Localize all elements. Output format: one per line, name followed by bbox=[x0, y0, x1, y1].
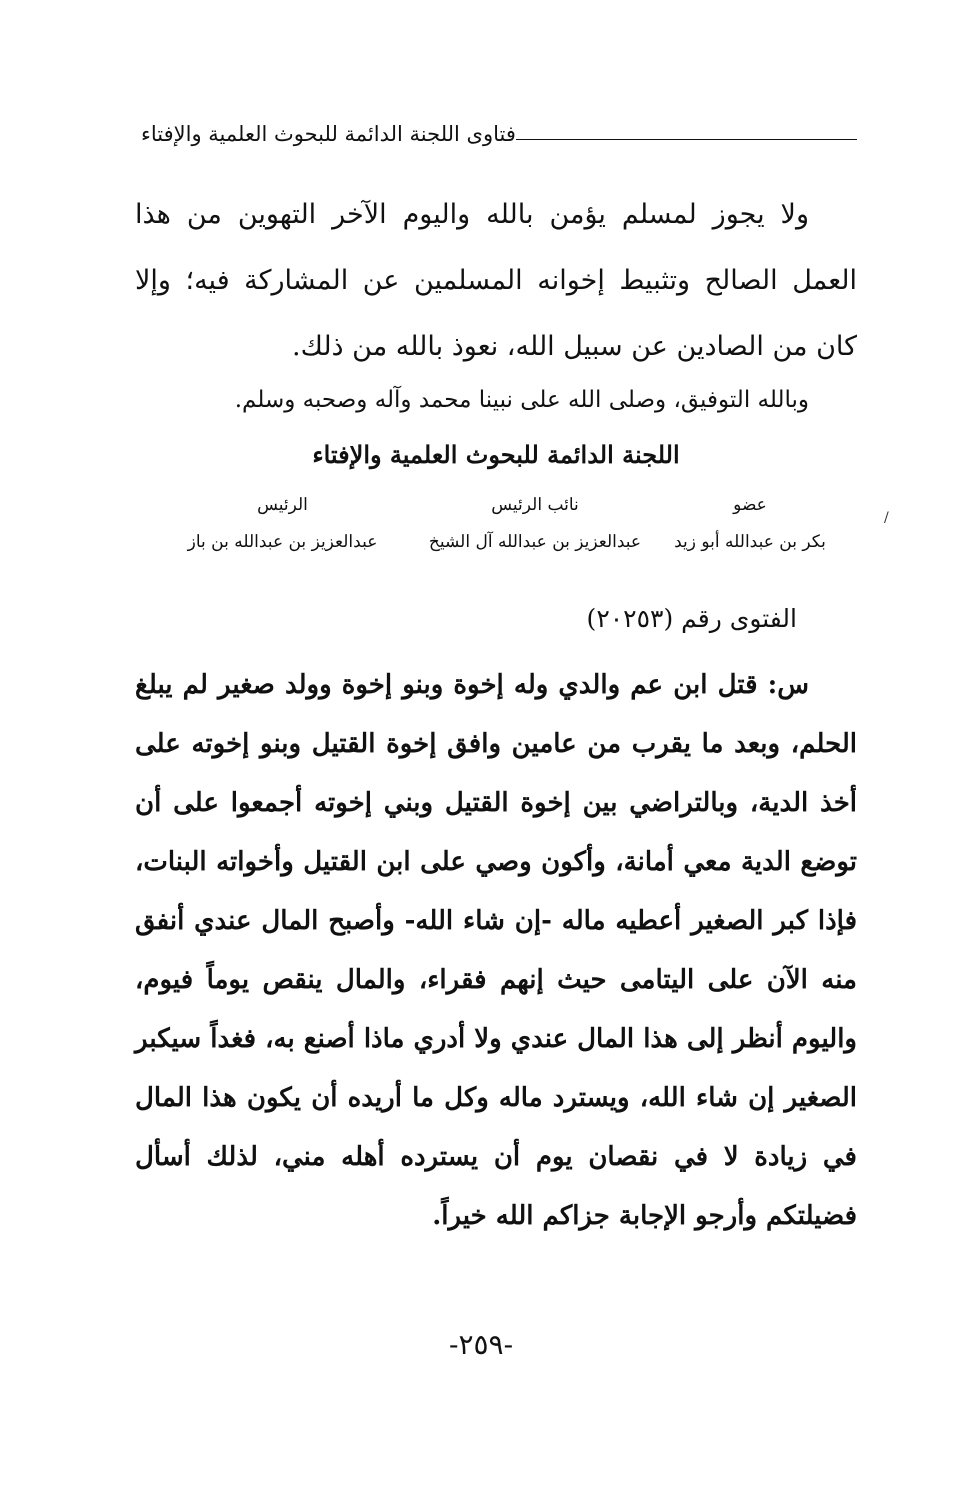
committee-name: اللجنة الدائمة للبحوث العلمية والإفتاء bbox=[312, 440, 680, 469]
page-number: -٢٥٩- bbox=[448, 1328, 514, 1361]
signatory-role: نائب الرئيس bbox=[491, 495, 579, 515]
signatory-vice-president bbox=[420, 488, 650, 562]
running-header-title: فتاوى اللجنة الدائمة للبحوث العلمية والإفتاء bbox=[141, 122, 516, 146]
signatory-member bbox=[655, 488, 845, 562]
signatory-role: الرئيس bbox=[257, 495, 308, 515]
signatory-role: عضو bbox=[733, 495, 767, 515]
running-header bbox=[135, 112, 857, 152]
blessing-paragraph: وبالله التوفيق، وصلى الله على نبينا محمد وآله وصحبه وسلم. bbox=[234, 387, 809, 413]
signatory-name: بكر بن عبدالله أبو زيد bbox=[674, 532, 826, 552]
stray-mark: / bbox=[884, 510, 889, 526]
signature-block bbox=[165, 488, 845, 578]
header-rule bbox=[516, 139, 857, 140]
question-paragraph: س: قتل ابن عم والدي وله إخوة وبنو إخوة وولد صغير لم يبلغ الحلم، وبعد ما يقرب من عامين وافق إخوة القتيل وبنو إخوته على أخذ الدية، وبالتراضي بين إخوة القتيل وبني إخوته أجمعوا على أن توضع الدية معي أمانة، وأكون وصي على ابن القتيل وأخواته البنات، فإذا كبر الصغير أعطيه ماله -إن شاء الله- وأصبح المال عندي أنفق منه الآن على اليتامى حيث إنهم فقراء، والمال ينقص يوماً فيوم، واليوم أنظر إلى هذا المال عندي ولا أدري ماذا أصنع به، فغداً سيكبر الصغير إن شاء الله، ويسترد ماله وكل ما أريده أن يكون هذا المال في زيادة لا في نقصان يوم أن يسترده أهله مني، لذلك أسأل فضيلتكم وأرجو الإجابة جزاكم الله خيراً. bbox=[135, 670, 857, 1231]
fatwa-number: الفتوى رقم (٢٠٢٥٣) bbox=[586, 604, 797, 633]
signatory-president bbox=[165, 488, 400, 562]
signatory-name: عبدالعزيز بن عبدالله بن باز bbox=[187, 532, 378, 552]
signatory-name: عبدالعزيز بن عبدالله آل الشيخ bbox=[428, 532, 642, 552]
closing-paragraph: ولا يجوز لمسلم يؤمن بالله واليوم الآخر التهوين من هذا العمل الصالح وتثبيط إخوانه المسلمين عن المشاركة فيه؛ وإلا كان من الصادين عن سبيل الله، نعوذ بالله من ذلك. bbox=[135, 199, 857, 362]
